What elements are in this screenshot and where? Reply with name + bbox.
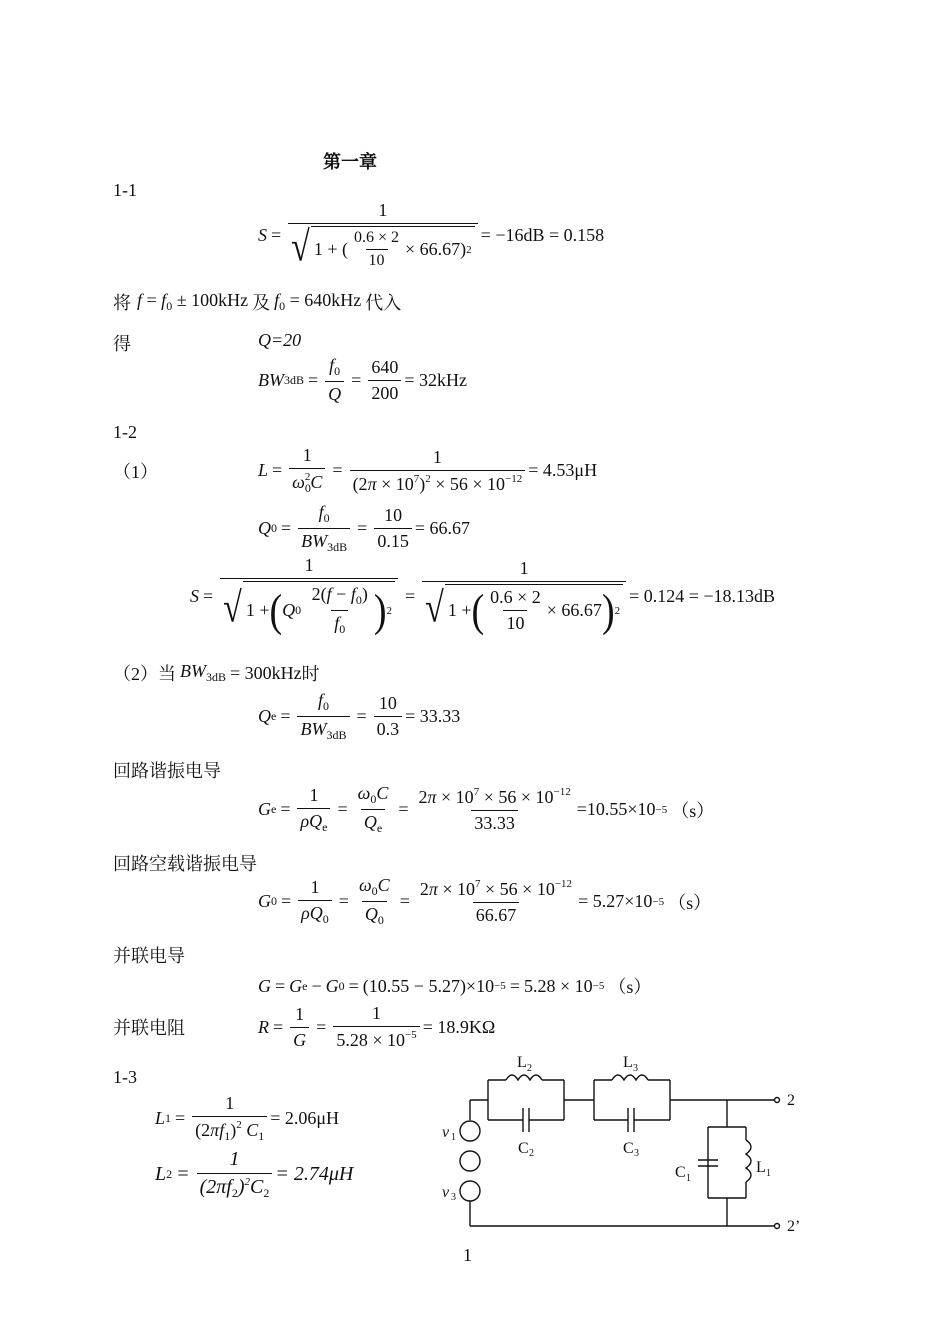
- loop-resonance-label: 回路谐振电导: [113, 761, 221, 781]
- equation-s-1-1: S = 1 √ 1 + ( $\frac{0.6 \times 2}{10}$ × 66.67) 2 = −16dB = 0.158: [258, 200, 605, 271]
- equation-r: R = $\frac{1}{G}$ = $\frac{1}{5.28 \times 10^{-5}}$ = 18.9KΩ: [258, 1003, 496, 1050]
- equation-ge: G e = $\frac{1}{\rho Q_e}$ = $\frac{\omega_0C}{Q_e}$ = $\frac{2\pi \times 10^7 \times 56 \times 10^{-12}}{33.33}$ =10.55×10 −5 （s）: [258, 783, 715, 835]
- parallel-resistance-label: 并联电阻: [113, 1018, 185, 1038]
- substitution-line: 将 $f = f_0 \pm 100kHz$ 及 $f_0 = 640kHz$ 代入: [113, 290, 402, 313]
- l1-result: = 2.06μH: [270, 1108, 340, 1128]
- label-v3: v: [442, 1184, 450, 1201]
- svg-text:3: 3: [634, 1148, 639, 1159]
- label-v1: v: [442, 1124, 450, 1141]
- section-label-1-3: 1-3: [113, 1067, 137, 1087]
- g-result: (10.55 − 5.27)×10: [362, 975, 495, 996]
- g0-result: = 5.27×10: [578, 891, 653, 911]
- svg-text:1: 1: [686, 1173, 691, 1184]
- svg-text:3: 3: [633, 1063, 638, 1074]
- inductor-l3: [612, 1075, 648, 1080]
- equation-g: G = G e − G 0 = (10.55 − 5.27)×10 −5 = 5.28 × 10 −5 （s）: [258, 973, 651, 999]
- bw3db-value: = 300kHz: [230, 662, 302, 683]
- section-label-1-2: 1-2: [113, 422, 137, 442]
- svg-text:1: 1: [766, 1168, 771, 1179]
- source-v3: [460, 1181, 480, 1201]
- section-label-1-1: 1-1: [113, 180, 137, 200]
- l2-result: = 2.74μH: [275, 1163, 354, 1185]
- part2-suffix: 时: [301, 664, 320, 684]
- r-result: = 18.9KΩ: [422, 1016, 496, 1037]
- equation-l: L = $\frac{1}{\omega_0^2C}$ = $\frac{1}{(2\pi \times 10^7)^2 \times 56 \times 10^{-12}}$ = 4.53μH: [258, 445, 598, 495]
- label-terminal-2: 2: [787, 1092, 795, 1109]
- qe-result: = 33.33: [405, 706, 461, 726]
- s1-result: = −16dB = 0.158: [480, 224, 605, 245]
- source-v1: [460, 1121, 480, 1141]
- unit-s-2: （s）: [668, 892, 712, 913]
- label-c1: C: [675, 1164, 686, 1181]
- terminal-2: [775, 1098, 780, 1103]
- equation-l1: L 1 = $\frac{1}{(2\pi f_1)^2 C_1}$ = 2.06μH: [155, 1093, 340, 1143]
- part1-label: （1）: [113, 462, 158, 482]
- label-c2: C: [518, 1140, 529, 1157]
- ge-result: =10.55×10: [576, 799, 656, 819]
- svg-text:3: 3: [451, 1192, 456, 1203]
- substitute-suffix: 代入: [365, 293, 402, 313]
- page-number: 1: [463, 1245, 472, 1265]
- q-value: Q=20: [258, 330, 302, 350]
- svg-text:1: 1: [451, 1132, 456, 1143]
- equation-l2: L 2 = $\frac{1}{(2\pi f_2)^2C_2}$ = 2.74μH: [155, 1148, 354, 1200]
- equation-qe: Q e = $\frac{f_0}{BW_{3dB}}$ = $\frac{10}{0.3}$ = 33.33: [258, 690, 461, 742]
- equation-q0: Q 0 = $\frac{f_0}{BW_{3dB}}$ = $\frac{10}{0.15}$ = 66.67: [258, 502, 470, 554]
- parallel-conductance-label: 并联电导: [113, 946, 185, 966]
- svg-text:2: 2: [527, 1063, 532, 1074]
- unit-s-1: （s）: [671, 800, 715, 821]
- inductor-l1: [746, 1140, 751, 1182]
- label-l2: L: [517, 1054, 527, 1071]
- part2-line: （2）当 $BW_{3dB}$ = 300kHz 时: [113, 661, 320, 684]
- substitute-and: 及: [252, 293, 271, 313]
- label-terminal-2-prime: 2’: [787, 1218, 801, 1235]
- s2-result: = 0.124 = −18.13dB: [629, 585, 776, 606]
- unit-s-3: （s）: [608, 977, 652, 997]
- label-c3: C: [623, 1140, 634, 1157]
- chapter-title: 第一章: [323, 152, 377, 172]
- label-l1: L: [756, 1159, 766, 1176]
- part2-prefix: （2）当: [113, 664, 176, 684]
- terminal-2-prime: [775, 1224, 780, 1229]
- source-v2: [460, 1151, 480, 1171]
- equation-s-1-2: S = 1 √ 1 + ( Q 0 $\frac{2(f - f_0)}{f_0}$ ) 2 = 1 √ 1 + ( $\frac{0.6 \times 2}{10}$ × 66.67 ) 2 = 0.124 = −18.13dB: [190, 555, 776, 636]
- loop-unloaded-label: 回路空载谐振电导: [113, 854, 257, 874]
- svg-text:2: 2: [529, 1148, 534, 1159]
- label-l3: L: [623, 1054, 633, 1071]
- get-label: 得: [113, 334, 131, 354]
- bw-result: = 32kHz: [404, 369, 467, 390]
- equation-bw: BW 3dB = $\frac{f_0}{Q}$ = $\frac{640}{200}$ = 32kHz: [258, 355, 467, 404]
- l-result: = 4.53μH: [528, 460, 598, 480]
- q0-result: = 66.67: [414, 518, 470, 538]
- substitute-prefix: 将: [113, 293, 131, 313]
- circuit-diagram: [430, 1045, 820, 1245]
- equation-g0: G 0 = $\frac{1}{\rho Q_0}$ = $\frac{\omega_0C}{Q_0}$ = $\frac{2\pi \times 10^7 \times 56 \times 10^{-12}}{66.67}$ = 5.27×10 −5 （s）: [258, 875, 712, 927]
- inductor-l2: [506, 1075, 542, 1080]
